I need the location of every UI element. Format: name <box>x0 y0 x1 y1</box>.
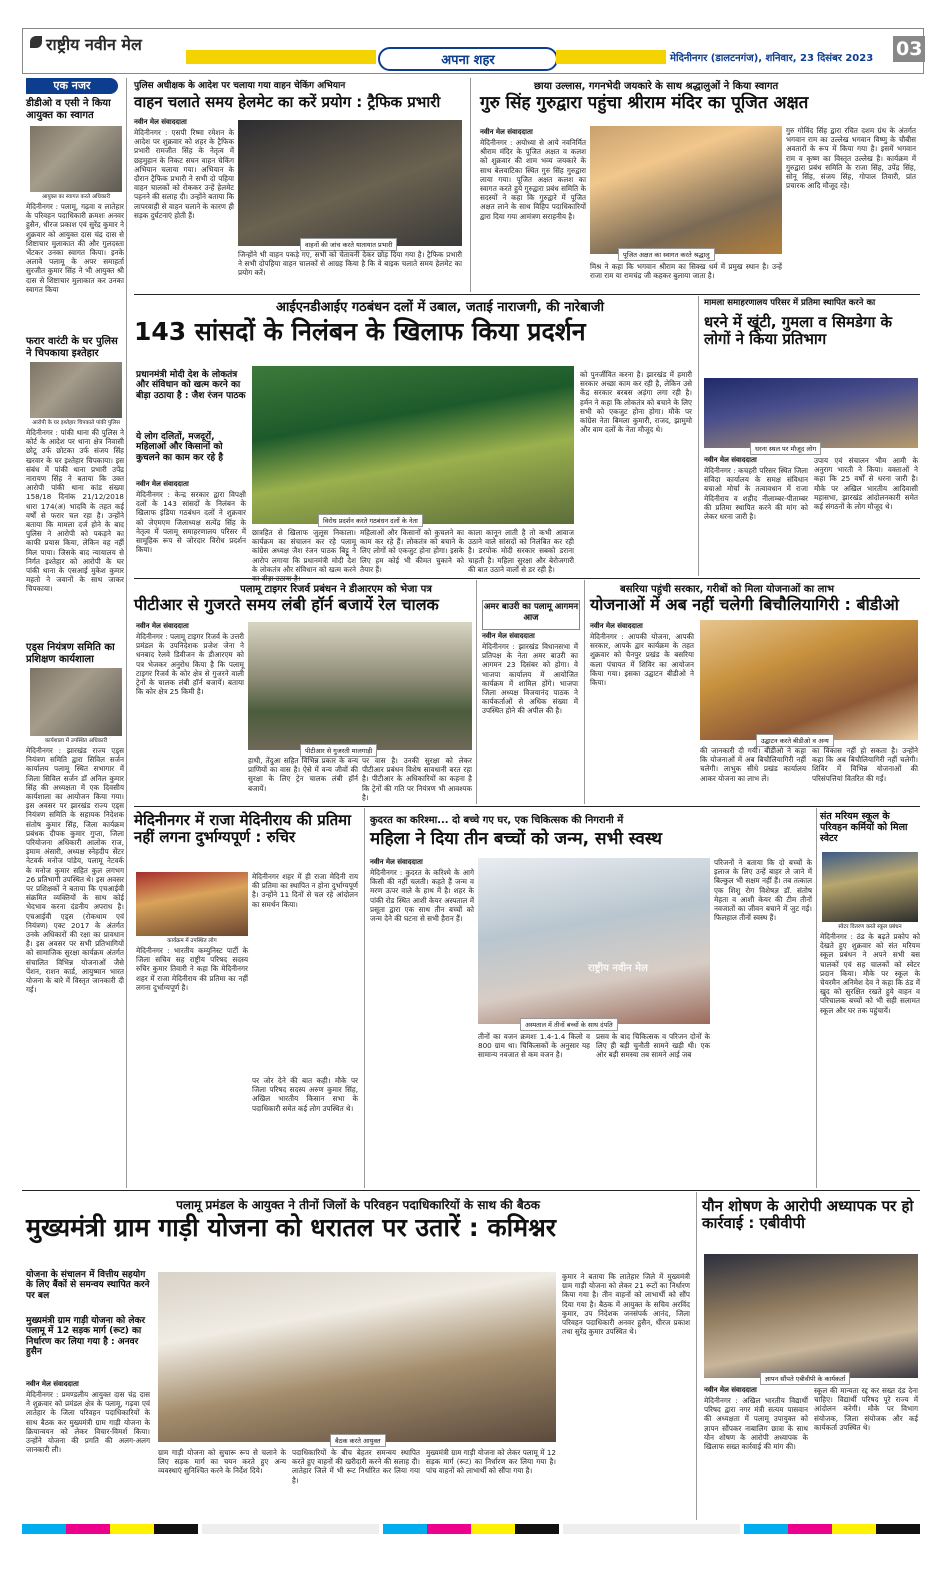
a12-photo <box>704 1254 918 1378</box>
a3-pull-quote: ये लोग दलितों, मजदूरों, महिलाओं और किसानों को कुचलने का काम कर रहे है <box>136 432 224 463</box>
registration-strip <box>22 1524 920 1534</box>
a8-col2: मेदिनीनगर शहर में ही राजा मेदिनी राय की प्रतिमा का स्थापित न होना दुर्भाग्यपूर्ण है। उन्होंने 11 दिनों से चल रहे आंदोलन का समर्थन किया। <box>252 872 358 909</box>
a10-body: मेदिनीनगर : ठंड के बढ़ते प्रकोप को देखते हुए शुक्रवार को संत मरियम स्कूल प्रबंधन ने अपने सभी बस चालकों एवं सह चालकों को स्वेटर प्रदान किया। मौके पर स्कूल के चेयरमैन अनिमेश देव ने कहा कि ठंड में खुद को सुरक्षित रखते हुये वाहन व परिचालक बच्चों को भी सही सलामत स्कूल और घर तक पहुंचायें। <box>820 932 920 1015</box>
a9-watermark: राष्ट्रीय नवीन मेल <box>588 963 648 974</box>
a11-pull-quote: मुख्यमंत्री ग्राम गाड़ी योजना को लेकर पलामू में 12 सड़क मार्ग (रूट) का निर्धारण कर लिया गया है : अनवर हुसैन <box>26 1316 146 1358</box>
a9-kicker: कुदरत का करिश्मा... दो बच्चे गए घर, एक चिकित्सक की निगरानी में <box>370 815 624 826</box>
a3-caption: विरोध प्रदर्शन करते गठबंधन दलों के नेता <box>318 514 423 527</box>
a7-kicker: बसरिया पहुंची सरकार, गरीबों को मिला योजनाओं का लाभ <box>620 584 834 595</box>
a6-kicker <box>482 600 580 630</box>
sidebar-divider <box>126 78 127 1188</box>
a11-byline: नवीन मेल संवाददाता <box>26 1380 79 1388</box>
a11-col4: मुख्यमंत्री ग्राम गाड़ी योजना को लेकर पलामू में 12 सड़क मार्ग (रूट) का निर्धारण कर लिया गया है। पांच वाहनों को लाभार्थी को सौंपा गया है। <box>426 1448 556 1476</box>
a2-col2: मिश्र ने कहा कि भगवान श्रीराम का सिक्ख धर्म में प्रमुख स्थान है। उन्हें राजा राम या रामचंद्र जी कहकर बुलाया जाता है। <box>590 262 782 281</box>
a11-col5: कुमार ने बताया कि लातेहार जिले में मुख्यमंत्री ग्राम गाड़ी योजना को लेकर 21 रूटों का निर्धारण किया गया है। तीन वाहनों को लाभार्थी को सौंप दिया गया है। बैठक में आयुक्त के सचिव अरविंद कुमार, उप निदेशक जनसंपर्क आनंद, जिला परिवहन पदाधिकारी अनवर हुसैन, धीरज प्रकाश तथा सुरेंद्र कुमार उपस्थित थे। <box>562 1272 690 1337</box>
a11-col1: मेदिनीनगर : प्रमण्डलीय आयुक्त दास चंद्र दास ने शुक्रवार को प्रमंडल क्षेत्र के पलामू, गढ़वा एवं लातेहार के जिला परिवहन पदाधिकारियों के साथ बैठक कर मुख्यमंत्री ग्राम गाड़ी योजना के क्रियान्वयन को लेकर विचार-विमर्श किया। उन्होंने योजना की प्रगति की अलग-अलग जानकारी ली। <box>26 1390 150 1455</box>
paper-name: राष्ट्रीय नवीन मेल <box>46 35 142 54</box>
a5-col2: हाथी, तेंदुआ सहित विभिन्न प्रकार के वन्य प्राणियों का वास है। ऐसे में वन्य जीवों की सुरक्षा के लिए ट्रेन चालक लंबी हॉर्न बजायें। <box>248 756 358 793</box>
a3-byline: नवीन मेल संवाददाता <box>136 480 189 488</box>
a1-col2: जिन्होंने भी वाहन पकड़े गए, सभी को चेतावनी देकर छोड़ दिया गया है। ट्रैफिक प्रभारी ने सभी दोपहिया वाहन चालकों से आग्रह किया है कि वे बाइक चलाते समय हेलमेट का प्रयोग करें। <box>238 250 462 278</box>
a8-col1: मेदिनीनगर : भारतीय कम्युनिस्ट पार्टी के जिला सचिव सह राष्ट्रीय परिषद सदस्य रुचिर कुमार तिवारी ने कहा कि मेदिनीनगर शहर में राजा मेदिनीराय की प्रतिमा का नहीं लगना दुर्भाग्यपूर्ण है। <box>136 946 248 992</box>
sidebar-caption: आयुक्त का स्वागत करते अधिकारी <box>41 194 111 200</box>
a7-byline: नवीन मेल संवाददाता <box>590 622 643 630</box>
a12-caption: ज्ञापन सौंपते एबीवीपी के कार्यकर्ता <box>760 1372 850 1385</box>
a11-col3: पदाधिकारियों के बीच बेहतर समन्वय स्थापित करते हुए वाहनों की खरीदारी करने की सलाह दी। लातेहार जिले में भी रूट निर्धारित कर लिया गया है। <box>292 1448 420 1485</box>
a1-photo <box>238 120 462 246</box>
hrule <box>134 294 920 295</box>
a2-col1: मेदिनीनगर : अयोध्या से आये नवनिर्मित श्रीराम मंदिर के पूजित अक्षत व कलश को शुक्रवार की शाम भव्य जयकारे के साथ बेलवाटिका स्थित गुरु सिंह गुरुद्वारा लाया गया। पूजित अक्षत कलश का स्वागत करते हुये गुरुद्वारा प्रबंध समिति के सदस्यों ने कहा कि गुरुद्वारे में पूजित अक्षत लाने के साथ विहिप पदाधिकारियों द्वारा दिया गया आमंत्रण सराहनीय है। <box>480 138 586 221</box>
a4-kicker: मामला समाहरणालय परिसर में प्रतिमा स्थापित करने का <box>704 298 876 308</box>
sidebar-headline: फरार वारंटी के घर पुलिस ने चिपकाया इश्तेहार <box>26 336 118 359</box>
a3-pull-quote: प्रधानमंत्री मोदी देश के लोकतंत्र और संविधान को खत्म करने का बीड़ा उठाया है : जैश रंजन पाठक <box>136 370 246 401</box>
a7-col3: का विकास नहीं हो सकता है। उन्होंने कहा कि अब बिचौलियागिरी नहीं चलेगी। शिविर में विभिन्न योजनाओं की परिसंपत्तियां वितरित की गईं। <box>812 746 918 783</box>
a2-photo <box>590 126 782 254</box>
hrule <box>134 806 920 807</box>
a10-headline: संत मरियम स्कूल के परिवहन कर्मियों को मिला स्वेटर <box>820 811 908 844</box>
a1-kicker: पुलिस अधीक्षक के आदेश पर चलाया गया वाहन चेकिंग अभियान <box>134 81 346 91</box>
commissioner-welcome-photo <box>30 126 122 192</box>
a5-byline: नवीन मेल संवाददाता <box>136 622 189 630</box>
a10-caption: स्वेटर वितरण करते स्कूल प्रबंधन <box>838 924 902 930</box>
a9-col2: तीनों का वजन क्रमशः 1.4-1.4 किलो व 800 ग्राम था। चिकित्सकों के अनुसार यह सामान्य नवजात से कम वजन है। <box>478 1032 590 1060</box>
a2-headline: गुरु सिंह गुरुद्वारा पहुंचा श्रीराम मंदिर का पूजित अक्षत <box>480 93 809 113</box>
a12-col1: मेदिनीनगर : अखिल भारतीय विद्यार्थी परिषद द्वारा नगर मंत्री सत्यम पासवान की अध्यक्षता में पलामू उपायुक्त को ज्ञापन सौंपकर नाबालिग छात्रा के साथ यौन शोषण के आरोपी अध्यापक के खिलाफ सख्त कार्रवाई की मांग की। <box>704 1396 808 1452</box>
a9-col3: प्रसव के बाद चिकित्सक व परिजन दोनों के लिए ही बड़ी चुनौती सामने खड़ी थी। एक ओर बड़ी समस्या तब सामने आई जब <box>596 1032 710 1060</box>
a2-caption: पूजित अक्षत का स्वागत करते श्रद्धालु <box>618 248 715 261</box>
a5-headline: पीटीआर से गुजरते समय लंबी हॉर्न बजायें रेल चालक <box>134 595 439 614</box>
a3-kicker: आईएनडीआईए गठबंधन दलों में उबाल, जताई नाराजगी, की नारेबाजी <box>276 300 604 315</box>
a10-photo <box>822 852 918 922</box>
a12-byline: नवीन मेल संवाददाता <box>704 1386 757 1394</box>
a4-col1: मेदिनीनगर : कचहरी परिसर स्थित जिला संविदा कार्यालय के समक्ष संविधान बचाओ मोर्चा के तत्वावधान में राजा मेदिनीराय व शहीद नीलाम्बर-पीताम्बर की प्रतिमा स्थापित करने की मांग को लेकर धरना जारी है। <box>704 466 808 522</box>
a3-col3: महिलाओं और किसानों को कुचलने का काम कर रहे हैं। लोकतंत्र को बचाने के लिए लोगों को एकजुट होना होगा। इसके लिए हम कोई भी कीमत चुकाने को तैयार हैं। <box>360 528 464 574</box>
a8-headline: मेदिनीनगर में राजा मेदिनीराय की प्रतिमा नहीं लगना दुर्भाग्यपूर्ण : रुचिर <box>134 811 352 847</box>
divider <box>698 296 699 576</box>
hrule <box>22 1190 920 1191</box>
a11-photo <box>158 1272 556 1442</box>
a1-caption: वाहनों की जांच करते यातायात प्रभारी <box>300 238 397 251</box>
a6-body: मेदिनीनगर : झारखंड विधानसभा में प्रतिपक्ष के नेता अमर बाउरी का आगमन 23 दिसंबर को होगा। वे भाजपा कार्यालय में आयोजित कार्यक्रम में शामिल होंगे। भाजपा जिला अध्यक्ष विजयानंद पाठक ने कार्यकर्ताओं से अधिक संख्या में उपस्थित होने की अपील की है। <box>482 642 578 716</box>
yellow-bar <box>186 50 376 64</box>
a6-kicker-text: अमर बाउरी का पलामू आगमन आज <box>483 602 579 623</box>
ek-nazar-ribbon <box>26 78 118 94</box>
a9-photo <box>478 858 710 1024</box>
page-number: 03 <box>893 36 925 62</box>
a11-headline: मुख्यमंत्री ग्राम गाड़ी योजना को धरातल पर उतारें : कमिश्नर <box>26 1213 556 1242</box>
a3-col1: मेदिनीनगर : केन्द्र सरकार द्वारा विपक्षी दलों के 143 सांसदों के निलंबन के खिलाफ इंडिया गठबंधन दलों ने शुक्रवार को जेएमएम जिलाध्यक्ष सत्येंद्र सिंह के नेतृत्व में पलामू समाहरणालय परिसर में सामूहिक रूप से जोरदार विरोध प्रदर्शन किया। <box>136 490 246 555</box>
a1-col1: मेदिनीनगर : एसपी रिष्मा रमेशन के आदेश पर शुक्रवार को शहर के ट्रैफिक प्रभारी रामजीत सिंह के नेतृत्व में छहमुहान के निकट सघन वाहन चेकिंग अभियान चलाया गया। अभियान के दौरान ट्रैफिक प्रभारी ने सभी दो पहिया वाहन चालकों को रोककर उन्हें हेलमेट पहनने की सलाह दी। उन्होंने बताया कि लापरवाही से वाहन चलाने के कारण ही सड़क दुर्घटनाएं होती हैं। <box>134 128 235 220</box>
a4-col2: उपाय एवं संचालन भीम आमी के अनुराग भारती ने किया। वक्ताओं ने कहा कि 25 वर्षों से धरना जारी है। मौके पर अखिल भारतीय आदिवासी महासभा, झारखंड आंदोलनकारी समेत कई संगठनों के लोग मौजूद थे। <box>814 456 918 512</box>
a2-kicker: छाया उल्लास, गगनभेदी जयकारे के साथ श्रद्धालुओं ने किया स्वागत <box>534 81 779 92</box>
divider <box>470 78 471 292</box>
a12-col2: स्कूल की मान्यता रद्द कर सख्त दंड देना चाहिए। विद्यार्थी परिषद पूरे राज्य में आंदोलन करेगी। मौके पर विभाग संयोजक, जिला संयोजक और कई कार्यकर्ता उपस्थित थे। <box>814 1386 918 1432</box>
section-banner <box>378 47 558 71</box>
ek-nazar-label: एक नजर <box>53 79 91 92</box>
a4-headline: धरने में खूंटी, गुमला व सिमडेगा के लोगों ने किया प्रतिभाग <box>704 313 893 349</box>
a7-col2: की जानकारी दी गयी। बीडीओ ने कहा कि योजनाओं में अब बिचौलियागिरी नहीं चलेगी। लाभुक सीधे प्रखंड कार्यालय आकर योजना का लाभ लें। <box>700 746 806 783</box>
a3-headline: 143 सांसदों के निलंबन के खिलाफ किया प्रदर्शन <box>134 317 586 346</box>
a8-col3: पर जोर देने की बात कही। मौके पर जिला परिषद सदस्य अरुण कुमार सिंह, अखिल भारतीय किसान सभा के पदाधिकारी समेत कई लोग उपस्थित थे। <box>252 1076 358 1113</box>
a7-caption: उद्घाटन करते बीडीओ व अन्य <box>756 734 834 747</box>
a5-col1: मेदिनीनगर : पलामू टाइगर रिजर्व के उत्तरी प्रमंडल के उपनिदेशक प्रजेश जेना ने धनबाद रेलवे डिवीजन के डीआरएम को पत्र भेजकर अनुरोध किया है कि पलामू टाइगर रिजर्व के कोर क्षेत्र से गुजरने वाली ट्रेनों के चालक लंबी हॉर्न बजायें। बताया कि कोर क्षेत्र 25 किमी है। <box>136 632 244 697</box>
yellow-bar-right <box>556 50 666 64</box>
a12-headline: यौन शोषण के आरोपी अध्यापक पर हो कार्रवाई : एबीवीपी <box>702 1197 914 1233</box>
sidebar-caption: आरोपी के घर इश्तेहार चिपकाते पांकी पुलिस <box>32 420 120 426</box>
a3-col2: छात्रहित से खिलाफ जुलूस निकाला। कार्यक्रम का संचालन कर रहे पलामू कांग्रेस अध्यक्ष जैश रंजन पाठक बिट्टू ने आरोप लगाया कि प्रधानमंत्री मोदी देश के लोकतंत्र और संविधान को खत्म करने <box>252 528 356 574</box>
a11-pull-quote: योजना के संचालन में वित्तीय सहयोग के लिए बैंकों से समन्वय स्थापित करने पर बल <box>26 1270 150 1301</box>
a4-photo <box>704 378 918 448</box>
a8-caption: कार्यक्रम में उपस्थित लोग <box>167 938 217 944</box>
workshop-photo <box>30 668 122 736</box>
section-name: अपना शहर <box>441 53 495 68</box>
a8-photo <box>136 872 248 936</box>
hrule <box>134 578 920 579</box>
a11-caption: बैठक करते आयुक्त <box>330 1434 386 1447</box>
a4-caption: धरना स्थल पर मौजूद लोग <box>750 442 821 455</box>
sidebar-body: मेदिनीनगर : झारखंड राज्य एड्स नियंत्रण समिति द्वारा सिविल सर्जन कार्यालय पलामू स्थित सभागार में जिला सिविल सर्जन डॉ अनिल कुमार सिंह की अध्यक्षता में एक दिवसीय कार्यशाला का आयोजन किया गया। इस अवसर पर झारखंड राज्य एड्स नियंत्रण समिति के सहायक निदेशक संतोष कुमार सिंह, जिला कार्यक्रम प्रबंधक दीपक कुमार गुप्ता, जिला परियोजना अधिकारी आलोक राज, इमाम अंसारी, अध्यक्ष स्नेहदीप सेंटर नेटवर्क मनोज पांडेय, पलामू नेटवर्क के मनोज कुमार सहित कुल लगभग 26 प्रतिभागी उपस्थित थे। इस अवसर पर प्रशिक्षकों ने बताया कि एचआईवी संक्रमित व्यक्तियों के साथ कोई भेदभाव करना दंडनीय अपराध है। एचआईवी एड्स (रोकथाम एवं नियंत्रण) एक्ट 2017 के अंतर्गत उनके अधिकारों की रक्षा का प्रावधान है। इस अवसर पर सभी प्रतिभागियों को सामाजिक सुरक्षा कार्यक्रम अंतर्गत संचालित विभिन्न योजनाओं जैसे पेंशन, राशन कार्ड, आयुष्मान भारत योजना के बारे में विस्तृत जानकारी दी गई। <box>26 746 124 995</box>
a4-byline: नवीन मेल संवाददाता <box>704 456 757 464</box>
divider <box>816 808 817 1188</box>
sidebar-headline: डीडीओ व एसी ने किया आयुक्त का स्वागत <box>26 98 111 121</box>
sidebar-body: मेदिनीनगर : पलामू, गढ़वा व लातेहार के परिवहन पदाधिकारी क्रमशः अनवर हुसैन, धीरज प्रकाश एवं सुरेंद्र कुमार ने शुक्रवार को आयुक्त दास चंद्र दास से शिष्टाचार मुलाकात की और गुलदस्ता भेंटकर उनका स्वागत किया। इनके अलावे पलामू के अपर समाहर्ता सुरजीत कुमार सिंह ने भी आयुक्त श्री दास से शिष्टाचार मुलाकात कर उनका स्वागत किया <box>26 202 124 294</box>
a1-byline: नवीन मेल संवाददाता <box>134 118 187 126</box>
a7-photo <box>700 620 918 740</box>
a11-col2: ग्राम गाड़ी योजना को सुचारू रूप से चलाने के लिए सड़क मार्ग का चयन करते हुए अन्य व्यवस्थाएं सुनिश्चित करने के निर्देश दिये। <box>158 1448 286 1476</box>
a9-col4: परिजनों ने बताया कि दो बच्चों के इलाज के लिए उन्हें बाहर ले जाने में बिल्कुल भी सक्षम नहीं हैं। तब तत्काल एक शिशु रोग विशेषज्ञ डॉ. संतोष मेहता व आशी केयर की टीम तीनों नवजातों का जीवन बचाने में जुट गई। फिलहाल तीनों स्वस्थ हैं। <box>714 858 812 923</box>
a5-kicker: पलामू टाइगर रिजर्व प्रबंधन ने डीआरएम को भेजा पत्र <box>240 584 432 595</box>
a5-photo <box>248 622 472 750</box>
a5-caption: पीटीआर से गुजरती मालगाड़ी <box>300 744 377 757</box>
poster-photo <box>30 362 122 418</box>
divider <box>584 580 585 804</box>
a9-caption: अस्पताल में तीनों बच्चों के साथ दंपति <box>520 1018 618 1031</box>
divider <box>476 580 477 804</box>
a7-col1: मेदिनीनगर : आपकी योजना, आपकी सरकार, आपके द्वार कार्यक्रम के तहत शुक्रवार को चैनपुर प्रखंड के बसरिया कला पंचायत में शिविर का आयोजन किया गया। इसका उद्घाटन बीडीओ ने किया। <box>590 632 694 688</box>
a3-photo <box>252 366 574 524</box>
dateline: मेदिनीनगर (डालटनगंज), शनिवार, 23 दिसंबर 2023 <box>670 53 874 64</box>
a6-byline: नवीन मेल संवाददाता <box>482 632 535 640</box>
a2-col3: गुरु गोविंद सिंह द्वारा रचित दशम ग्रंथ के अंतर्गत भगवान राम का उल्लेख भगवान विष्णु के चौबीस अवतारों के रूप में किया गया है। इसमें भगवान राम व कृष्ण का विस्तृत उल्लेख है। कार्यक्रम में गुरुद्वारा प्रबंध समिति के राजा सिंह, उपेंद्र सिंह, सोनू सिंह, संजय सिंह, गोपाल तिवारी, प्रांत प्रचारक आदि मौजूद रहे। <box>786 126 916 191</box>
a3-col4: काला कानून लाती है तो कभी आवाज उठाने वाले सांसदों को निलंबित कर रही है। डरपोक मोदी सरकार सबको डराना चाहती है। महिला सुरक्षा और बेरोजगारी की बात उठाने वालों से डर रही है। <box>468 528 574 574</box>
a2-byline: नवीन मेल संवाददाता <box>480 128 533 136</box>
a1-headline: वाहन चलाते समय हेलमेट का करें प्रयोग : ट्रैफिक प्रभारी <box>134 93 441 111</box>
a9-byline: नवीन मेल संवाददाता <box>370 858 423 866</box>
divider <box>364 808 365 1188</box>
divider <box>696 1192 697 1520</box>
a5-col3: पर वास है। उनकी सुरक्षा को लेकर पीटीआर प्रबंधन विशेष सावधानी बरत रहा है। पीटीआर के अधिकारियों का कहना है कि ट्रेनों की गति पर नियंत्रण भी आवश्यक है। <box>362 756 472 802</box>
a9-col1: मेदिनीनगर : कुदरत के करिश्मे के आगे किसी की नहीं चलती। कहते हैं जन्म व मरण ऊपर वाले के हाथ में है। शहर के पांकी रोड स्थित आशी केयर अस्पताल में प्रसूता द्वारा एक साथ तीन बच्चों को जन्म देने की घटना से सभी हैरान हैं। <box>370 868 474 924</box>
a11-kicker: पलामू प्रमंडल के आयुक्त ने तीनों जिलों के परिवहन पदाधिकारियों के साथ की बैठक <box>176 1198 540 1212</box>
a9-headline: महिला ने दिया तीन बच्चों को जन्म, सभी स्वस्थ <box>370 829 662 849</box>
sidebar-headline: एड्स नियंत्रण समिति का प्रशिक्षण कार्यशाला <box>26 642 115 665</box>
sidebar-body: मेदिनीनगर : पांकी थाना की पुलिस ने कोर्ट के आदेश पर थाना क्षेत्र निवासी छोटू उर्फ छोटका उर्फ संजय सिंह खरवार के घर इश्तेहार चिपकाया। इस संबंध में पांकी थाना प्रभारी उपेंद्र नारायण सिंह ने बताया कि उक्त आरोपी पांकी थाना कांड संख्या 158/18 दिनांक 21/12/2018 धारा 174(अ) भादवि के तहत कई वर्षों से फरार चल रहा है। उन्होंने बताया कि मामला दर्ज होने के बाद पुलिस ने आरोपी को पकड़ने का काफी प्रयास किया, लेकिन वह नहीं मिल पाया। जिसके बाद न्यायालय से निर्गत इश्तेहार को आरोपी के घर पांकी थाना के एसआई मुकेश कुमार महतो ने जवानों के साथ जाकर चिपकाया। <box>26 428 124 594</box>
a3-col5: को पुनर्जीवित करना है। झारखंड में हमारी सरकार अच्छा काम कर रही है, लेकिन उसे केंद्र सरकार बरबस अड़ंगा लगा रही है। हर्मन ने कहा कि लोकतंत्र को बचाने के लिए सभी को एकजुट होना होगा। मौके पर कांग्रेस नेता बिमला कुमारी, राजद, झामुमो और वाम दलों के नेता मौजूद थे। <box>580 370 692 435</box>
sidebar-caption: कार्यशाला में उपस्थित अधिकारी <box>44 738 108 744</box>
a7-headline: योजनाओं में अब नहीं चलेगी बिचौलियागिरी : बीडीओ <box>590 595 899 614</box>
paper-logo-icon <box>30 36 42 48</box>
